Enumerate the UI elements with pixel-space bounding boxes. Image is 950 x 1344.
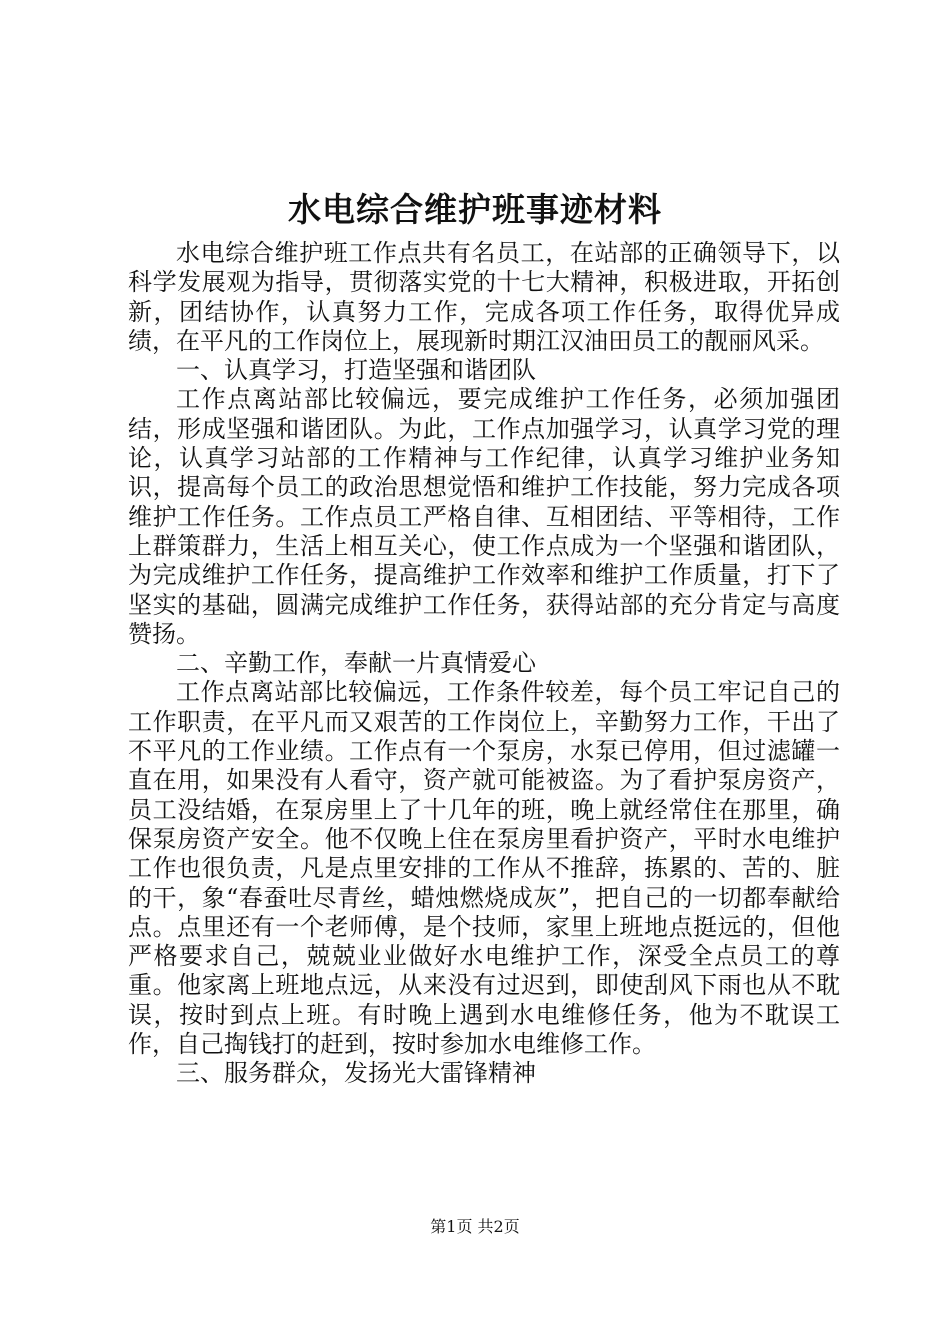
page-number-footer: 第1页 共2页 [430,1217,520,1236]
section-paragraph-1: 工作点离站部比较偏远，要完成维护工作任务，必须加强团结，形成坚强和谐团队。为此，工作点加强学习，认真学习党的理论，认真学习站部的工作精神与工作纪律，认真学习维护业务知识，提高每个员工的政治思想觉悟和维护工作技能，努力完成各项维护工作任务。工作点员工严格自律、互相团结、平等相待，工作上群策群力，生活上相互关心，使工作点成为一个坚强和谐团队，为完成维护工作任务，提高维护工作效率和维护工作质量，打下了坚实的基础，圆满完成维护工作任务，获得站部的充分肯定与高度赞扬。 [128,385,840,648]
section-heading-1: 一、认真学习，打造坚强和谐团队 [176,356,536,385]
document-body [128,239,840,1089]
intro-paragraph: 水电综合维护班工作点共有名员工，在站部的正确领导下，以科学发展观为指导，贯彻落实党的十七大精神，积极进取，开拓创新，团结协作，认真努力工作，完成各项工作任务，取得优异成绩，在平凡的工作岗位上，展现新时期江汉油田员工的靓丽风采。 [128,239,840,355]
section-heading-2: 二、辛勤工作，奉献一片真情爱心 [176,649,536,678]
section-heading-3: 三、服务群众，发扬光大雷锋精神 [176,1059,536,1088]
section-paragraph-2: 工作点离站部比较偏远，工作条件较差，每个员工牢记自己的工作职责，在平凡而又艰苦的工作岗位上，辛勤努力工作，干出了不平凡的工作业绩。工作点有一个泵房，水泵已停用，但过滤罐一直在用，如果没有人看守，资产就可能被盗。为了看护泵房资产，员工没结婚，在泵房里上了十几年的班，晚上就经常住在那里，确保泵房资产安全。他不仅晚上住在泵房里看护资产，平时水电维护工作也很负责，凡是点里安排的工作从不推辞，拣累的、苦的、脏的干，象“春蚕吐尽青丝，蜡烛燃烧成灰”，把自己的一切都奉献给点。点里还有一个老师傅，是个技师，家里上班地点挺远的，但他严格要求自己，兢兢业业做好水电维护工作，深受全点员工的尊重。他家离上班地点远，从来没有过迟到，即使刮风下雨也从不耽误，按时到点上班。有时晚上遇到水电维修任务，他为不耽误工作，自己掏钱打的赶到，按时参加水电维修工作。 [128,678,840,1059]
document-title: 水电综合维护班事迹材料 [288,190,662,229]
